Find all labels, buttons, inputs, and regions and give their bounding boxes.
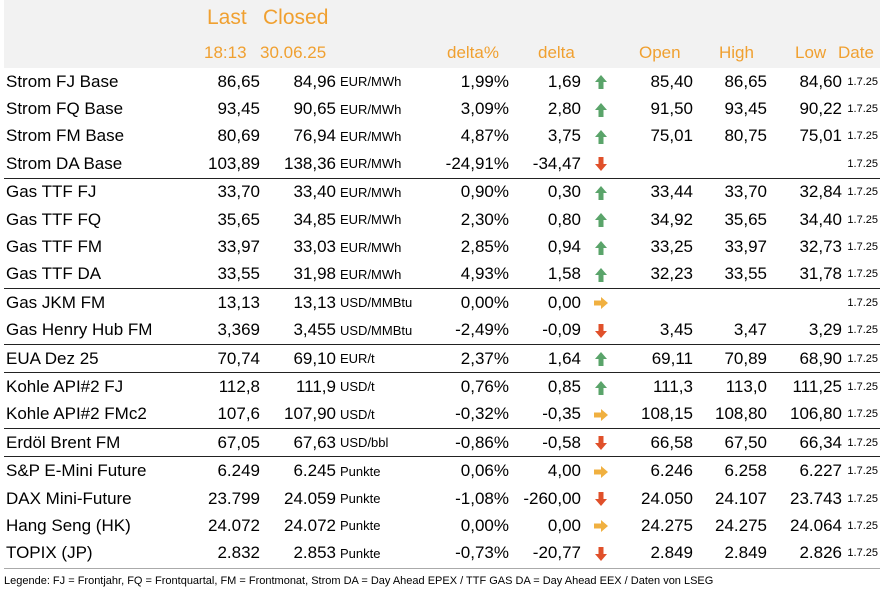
row-date: 1.7.25: [842, 344, 880, 372]
row-date: 1.7.25: [842, 457, 880, 485]
row-high: 86,65: [724, 71, 767, 91]
row-delta: 1,58: [547, 264, 581, 284]
row-last: 6.249: [174, 457, 260, 485]
row-high: 80,75: [724, 126, 767, 146]
arrow-down-icon: [593, 489, 609, 508]
row-delta: 2,80: [547, 99, 581, 119]
row-last: 33,55: [217, 264, 260, 284]
row-closed: 24.059: [284, 488, 336, 508]
row-delta-pct: 0,06%: [444, 457, 509, 485]
row-delta: -34,47: [532, 153, 581, 173]
row-last: 24.072: [208, 515, 260, 535]
row-high: 33,97: [724, 237, 767, 257]
row-unit: EUR/MWh: [340, 101, 402, 117]
row-name: Kohle API#2 FJ: [4, 373, 174, 401]
table-row: [4, 178, 880, 206]
row-last: 3,369: [217, 320, 260, 340]
row-open: [621, 289, 693, 317]
row-delta-pct: -2,49%: [455, 320, 509, 340]
table-row: [4, 540, 880, 567]
row-delta: -260,00: [523, 488, 581, 508]
row-date: 1.7.25: [847, 157, 878, 170]
row-name: Gas TTF DA: [6, 264, 102, 284]
row-last: 103,89: [208, 153, 260, 173]
row-unit: EUR/MWh: [340, 128, 402, 144]
row-trend: [581, 150, 621, 178]
row-closed: 24.072: [284, 515, 336, 535]
arrow-down-icon: [593, 320, 609, 339]
arrow-up-icon: [593, 264, 609, 283]
row-trend: [581, 540, 621, 567]
row-open: 3,45: [659, 320, 693, 340]
row-last: 23.799: [208, 488, 260, 508]
row-open: 32,23: [650, 264, 693, 284]
row-low: 24.064: [790, 515, 842, 535]
row-closed: 31,98: [293, 264, 336, 284]
row-open: 91,50: [650, 99, 693, 119]
table-row: [4, 344, 880, 372]
row-unit: Punkte: [340, 545, 381, 561]
row-open: 85,40: [650, 71, 693, 91]
table-row: [4, 261, 880, 289]
row-delta: 3,75: [547, 126, 581, 146]
row-unit: USD/t: [336, 373, 444, 401]
row-high: 3,47: [733, 320, 767, 340]
arrow-right-icon: [593, 404, 609, 423]
row-low: 6.227: [767, 457, 842, 485]
row-unit: USD/bbl: [336, 429, 444, 457]
header-open: Open: [639, 43, 681, 62]
row-open: [621, 150, 693, 178]
row-name: Hang Seng (HK): [6, 515, 131, 535]
row-open: 34,92: [650, 209, 693, 229]
arrow-down-icon: [593, 433, 609, 452]
row-name: Gas TTF FQ: [6, 209, 102, 229]
row-high: [693, 150, 767, 178]
row-low: 31,78: [799, 264, 842, 284]
row-delta: 1,64: [509, 344, 581, 372]
row-low: 68,90: [767, 344, 842, 372]
row-closed: 33,40: [260, 178, 336, 206]
row-date: 1.7.25: [842, 429, 880, 457]
row-unit: Punkte: [336, 457, 444, 485]
row-open: 108,15: [641, 404, 693, 424]
row-high: 2.849: [724, 543, 767, 563]
row-name: Gas Henry Hub FM: [6, 320, 153, 340]
row-date: 1.7.25: [847, 547, 878, 560]
row-date: 1.7.25: [847, 519, 878, 532]
row-delta-pct: 2,30%: [460, 209, 509, 229]
header-date: Date: [838, 43, 874, 62]
row-trend: [581, 457, 621, 485]
row-last: 93,45: [217, 99, 260, 119]
row-low: 75,01: [799, 126, 842, 146]
row-trend: [581, 289, 621, 317]
row-last: 35,65: [217, 209, 260, 229]
row-low: 23.743: [790, 488, 842, 508]
row-date: 1.7.25: [847, 213, 878, 226]
arrow-up-icon: [593, 72, 609, 91]
row-open: 2.849: [650, 543, 693, 563]
row-high: 113,0: [693, 373, 767, 401]
row-delta: -0,58: [509, 429, 581, 457]
row-closed: 67,63: [260, 429, 336, 457]
row-low: 111,25: [767, 373, 842, 401]
row-last: 33,70: [174, 178, 260, 206]
row-last: 2.832: [217, 543, 260, 563]
row-unit: EUR/MWh: [340, 239, 402, 255]
row-unit: EUR/MWh: [340, 156, 402, 172]
row-date: 1.7.25: [847, 408, 878, 421]
row-trend: [581, 317, 621, 345]
row-delta: 0,80: [547, 209, 581, 229]
row-name: Strom FQ Base: [6, 99, 124, 119]
row-delta: 0,00: [509, 289, 581, 317]
row-open: 24.275: [641, 515, 693, 535]
row-trend: [581, 68, 621, 95]
row-delta-pct: 3,09%: [460, 99, 509, 119]
row-open: 66,58: [621, 429, 693, 457]
row-unit: USD/t: [340, 406, 375, 422]
row-delta-pct: -0,86%: [444, 429, 509, 457]
arrow-up-icon: [593, 182, 609, 201]
row-trend: [581, 178, 621, 206]
arrow-down-icon: [593, 154, 609, 173]
row-low: 32,84: [767, 178, 842, 206]
row-trend: [581, 512, 621, 539]
table-row: [4, 317, 880, 345]
row-low: 84,60: [799, 71, 842, 91]
row-delta-pct: 0,90%: [444, 178, 509, 206]
row-low: 32,73: [799, 237, 842, 257]
row-delta-pct: 0,76%: [444, 373, 509, 401]
row-delta-pct: 1,99%: [460, 71, 509, 91]
table-row: [4, 485, 880, 512]
legend-text: Legende: FJ = Frontjahr, FQ = Frontquartal, FM = Frontmonat, Strom DA = Day Ahead EPEX / TTF GAS DA = Day Ahead EEX / Daten von LSEG: [4, 575, 714, 587]
header-delta: delta: [538, 43, 575, 62]
market-table-container: [4, 0, 880, 567]
table-row: [4, 95, 880, 122]
row-unit: EUR/MWh: [340, 212, 402, 228]
row-trend: [581, 95, 621, 122]
row-name: Kohle API#2 FMc2: [6, 404, 147, 424]
row-last: 13,13: [174, 289, 260, 317]
row-date: 1.7.25: [847, 492, 878, 505]
row-closed: 2.853: [293, 543, 336, 563]
row-closed: 3,455: [293, 320, 336, 340]
row-delta-pct: 2,37%: [444, 344, 509, 372]
arrow-up-icon: [593, 210, 609, 229]
row-date: 1.7.25: [847, 324, 878, 337]
row-date: 1.7.25: [847, 130, 878, 143]
row-last: 107,6: [217, 404, 260, 424]
row-date: 1.7.25: [842, 373, 880, 401]
row-delta: -20,77: [532, 543, 581, 563]
header-last: Last: [207, 6, 247, 29]
row-trend: [581, 429, 621, 457]
row-trend: [581, 261, 621, 289]
row-closed: 69,10: [260, 344, 336, 372]
table-row: [4, 233, 880, 260]
row-delta-pct: -1,08%: [455, 488, 509, 508]
header-low: Low: [795, 43, 827, 62]
row-delta-pct: 4,87%: [460, 126, 509, 146]
row-trend: [581, 401, 621, 429]
table-row: [4, 206, 880, 233]
row-closed: 6.245: [260, 457, 336, 485]
row-high: 6.258: [693, 457, 767, 485]
table-row: [4, 68, 880, 95]
legend-divider: [4, 568, 880, 569]
row-trend: [581, 485, 621, 512]
header-closed: Closed: [263, 6, 329, 29]
row-name: Erdöl Brent FM: [4, 429, 174, 457]
arrow-down-icon: [593, 543, 609, 562]
row-unit: USD/MMBtu: [336, 289, 444, 317]
row-high: 24.107: [715, 488, 767, 508]
row-high: 70,89: [693, 344, 767, 372]
row-closed: 76,94: [293, 126, 336, 146]
arrow-up-icon: [593, 99, 609, 118]
row-delta-pct: -0,73%: [455, 543, 509, 563]
row-open: 111,3: [621, 373, 693, 401]
row-trend: [581, 123, 621, 150]
row-date: 1.7.25: [847, 103, 878, 116]
row-open: 33,25: [650, 237, 693, 257]
row-low: 66,34: [767, 429, 842, 457]
row-date: 1.7.25: [847, 268, 878, 281]
header-high: High: [719, 43, 754, 62]
table-row: [4, 289, 880, 317]
arrow-right-icon: [593, 293, 609, 312]
row-unit: EUR/MWh: [340, 74, 402, 90]
row-unit: USD/MMBtu: [340, 322, 413, 338]
row-name: S&P E-Mini Future: [4, 457, 174, 485]
table-header: [4, 0, 880, 68]
row-open: 24.050: [641, 488, 693, 508]
row-last: 70,74: [174, 344, 260, 372]
row-trend: [581, 373, 621, 401]
row-open: 33,44: [621, 178, 693, 206]
row-closed: 111,9: [260, 373, 336, 401]
row-delta-pct: 4,93%: [460, 264, 509, 284]
arrow-up-icon: [593, 377, 609, 396]
row-high: 93,45: [724, 99, 767, 119]
row-trend: [581, 344, 621, 372]
row-closed: 84,96: [293, 71, 336, 91]
row-delta: 0,00: [547, 515, 581, 535]
row-closed: 13,13: [260, 289, 336, 317]
row-delta: 0,94: [547, 237, 581, 257]
row-delta-pct: 0,00%: [460, 515, 509, 535]
header-last-time: 18:13: [204, 43, 247, 62]
row-name: Strom FJ Base: [6, 71, 119, 91]
row-last: 80,69: [217, 126, 260, 146]
row-trend: [581, 233, 621, 260]
row-delta: -0,09: [542, 320, 581, 340]
row-name: Gas JKM FM: [4, 289, 174, 317]
row-date: 1.7.25: [847, 241, 878, 254]
row-low: [767, 289, 842, 317]
table-row: [4, 123, 880, 150]
table-row: [4, 429, 880, 457]
header-closed-date: 30.06.25: [260, 43, 327, 62]
table-row: [4, 150, 880, 178]
row-closed: 107,90: [284, 404, 336, 424]
row-name: DAX Mini-Future: [6, 488, 132, 508]
row-closed: 33,03: [293, 237, 336, 257]
row-name: Strom DA Base: [6, 153, 123, 173]
row-trend: [581, 206, 621, 233]
row-low: 34,40: [799, 209, 842, 229]
row-last: 67,05: [174, 429, 260, 457]
row-last: 112,8: [174, 373, 260, 401]
row-high: 24.275: [715, 515, 767, 535]
row-delta-pct: 0,00%: [444, 289, 509, 317]
table-row: [4, 512, 880, 539]
row-high: 33,70: [693, 178, 767, 206]
row-low: 3,29: [808, 320, 842, 340]
row-high: 108,80: [715, 404, 767, 424]
row-delta-pct: 2,85%: [460, 237, 509, 257]
row-open: 75,01: [650, 126, 693, 146]
arrow-up-icon: [593, 126, 609, 145]
row-date: 1.7.25: [842, 178, 880, 206]
table-row: [4, 373, 880, 401]
row-unit: Punkte: [340, 518, 381, 534]
row-date: 1.7.25: [842, 289, 880, 317]
row-delta: -0,35: [542, 404, 581, 424]
arrow-up-icon: [593, 349, 609, 368]
row-low: 90,22: [799, 99, 842, 119]
table-row: [4, 401, 880, 429]
row-name: EUA Dez 25: [4, 344, 174, 372]
row-name: Strom FM Base: [6, 126, 125, 146]
row-unit: EUR/MWh: [336, 178, 444, 206]
row-open: 69,11: [621, 344, 693, 372]
row-unit: EUR/t: [336, 344, 444, 372]
row-delta-pct: -0,32%: [455, 404, 509, 424]
row-last: 33,97: [217, 237, 260, 257]
row-low: 106,80: [790, 404, 842, 424]
row-closed: 138,36: [284, 153, 336, 173]
row-unit: Punkte: [340, 491, 381, 507]
header-delta-pct: delta%: [447, 43, 499, 62]
row-date: 1.7.25: [847, 75, 878, 88]
arrow-right-icon: [593, 461, 609, 480]
row-closed: 34,85: [293, 209, 336, 229]
row-low: [767, 150, 842, 178]
row-high: [693, 289, 767, 317]
row-high: 33,55: [724, 264, 767, 284]
row-unit: EUR/MWh: [340, 266, 402, 282]
row-name: Gas TTF FJ: [4, 178, 174, 206]
row-high: 67,50: [693, 429, 767, 457]
row-delta: 0,30: [509, 178, 581, 206]
row-low: 2.826: [799, 543, 842, 563]
row-last: 86,65: [217, 71, 260, 91]
market-table: [4, 68, 880, 567]
arrow-up-icon: [593, 237, 609, 256]
arrow-right-icon: [593, 516, 609, 535]
row-closed: 90,65: [293, 99, 336, 119]
row-open: 6.246: [621, 457, 693, 485]
row-delta-pct: -24,91%: [445, 153, 509, 173]
row-name: TOPIX (JP): [6, 543, 93, 563]
row-delta: 0,85: [509, 373, 581, 401]
row-delta: 4,00: [509, 457, 581, 485]
table-row: [4, 457, 880, 485]
row-high: 35,65: [724, 209, 767, 229]
row-delta: 1,69: [547, 71, 581, 91]
row-name: Gas TTF FM: [6, 237, 103, 257]
